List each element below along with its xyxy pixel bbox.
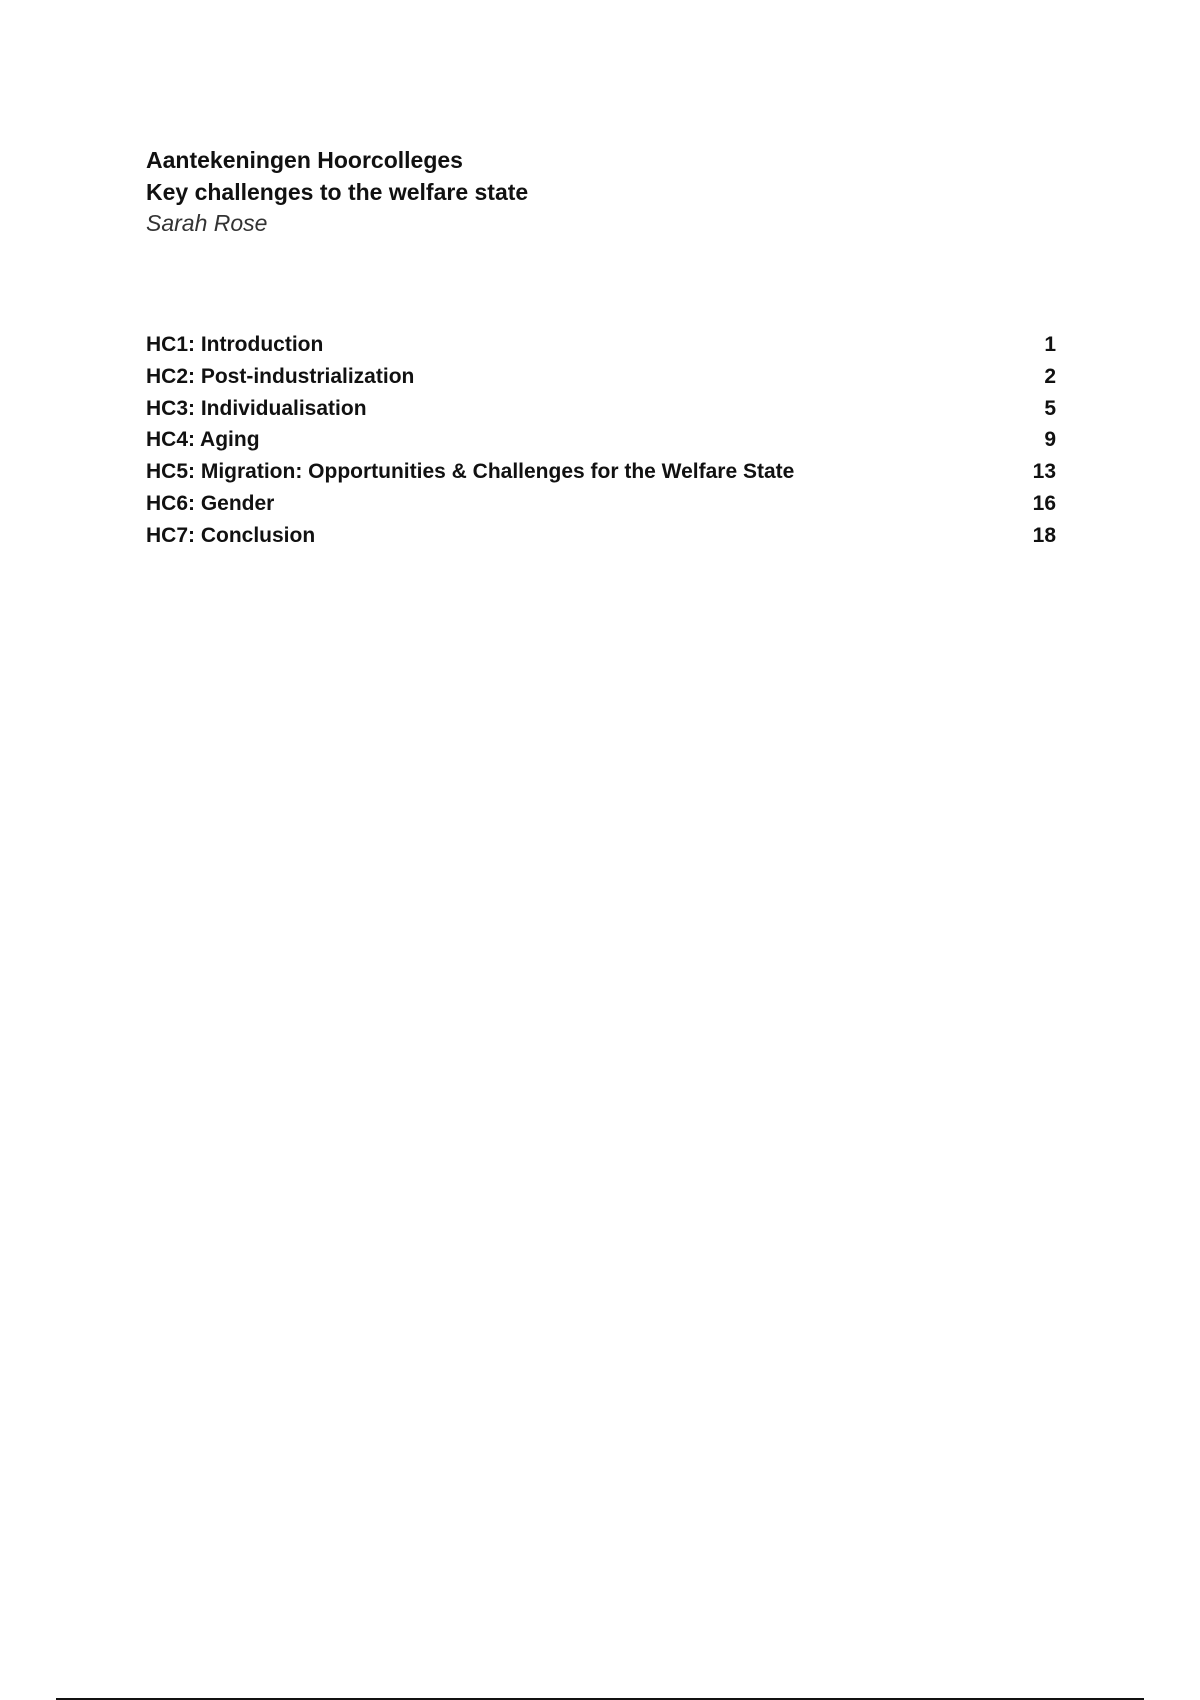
toc-entry-title: HC3: Individualisation <box>146 396 367 420</box>
toc-entry-page: 9 <box>1044 428 1056 452</box>
toc-entry[interactable] <box>146 460 1056 492</box>
document-subtitle: Key challenges to the welfare state <box>146 179 529 205</box>
toc-entry-page: 5 <box>1044 396 1056 420</box>
document-title: Aantekeningen Hoorcolleges <box>146 147 463 173</box>
toc-entry[interactable] <box>146 333 1056 365</box>
toc-entry-title: HC7: Conclusion <box>146 523 316 547</box>
toc-entry-page: 13 <box>1032 460 1056 484</box>
toc-entry-page: 2 <box>1044 364 1056 388</box>
toc-entry-title: HC2: Post-industrialization <box>146 364 415 388</box>
toc-entry[interactable] <box>146 492 1056 524</box>
toc-entry-title: HC6: Gender <box>146 491 275 515</box>
toc-entry[interactable] <box>146 428 1056 460</box>
toc-entry-page: 18 <box>1032 523 1056 547</box>
toc-entry-title: HC1: Introduction <box>146 333 324 356</box>
toc-entry[interactable] <box>146 365 1056 397</box>
toc-entry[interactable] <box>146 397 1056 429</box>
toc-entry-page: 1 <box>1044 333 1056 356</box>
toc-entry[interactable] <box>146 524 1056 556</box>
document-author: Sarah Rose <box>146 210 268 236</box>
toc-entry-title: HC4: Aging <box>146 428 260 452</box>
toc-entry-title: HC5: Migration: Opportunities & Challenges for the Welfare State <box>146 460 795 484</box>
table-of-contents <box>146 333 1056 556</box>
toc-entry-page: 16 <box>1032 491 1056 515</box>
document-header <box>146 144 528 238</box>
